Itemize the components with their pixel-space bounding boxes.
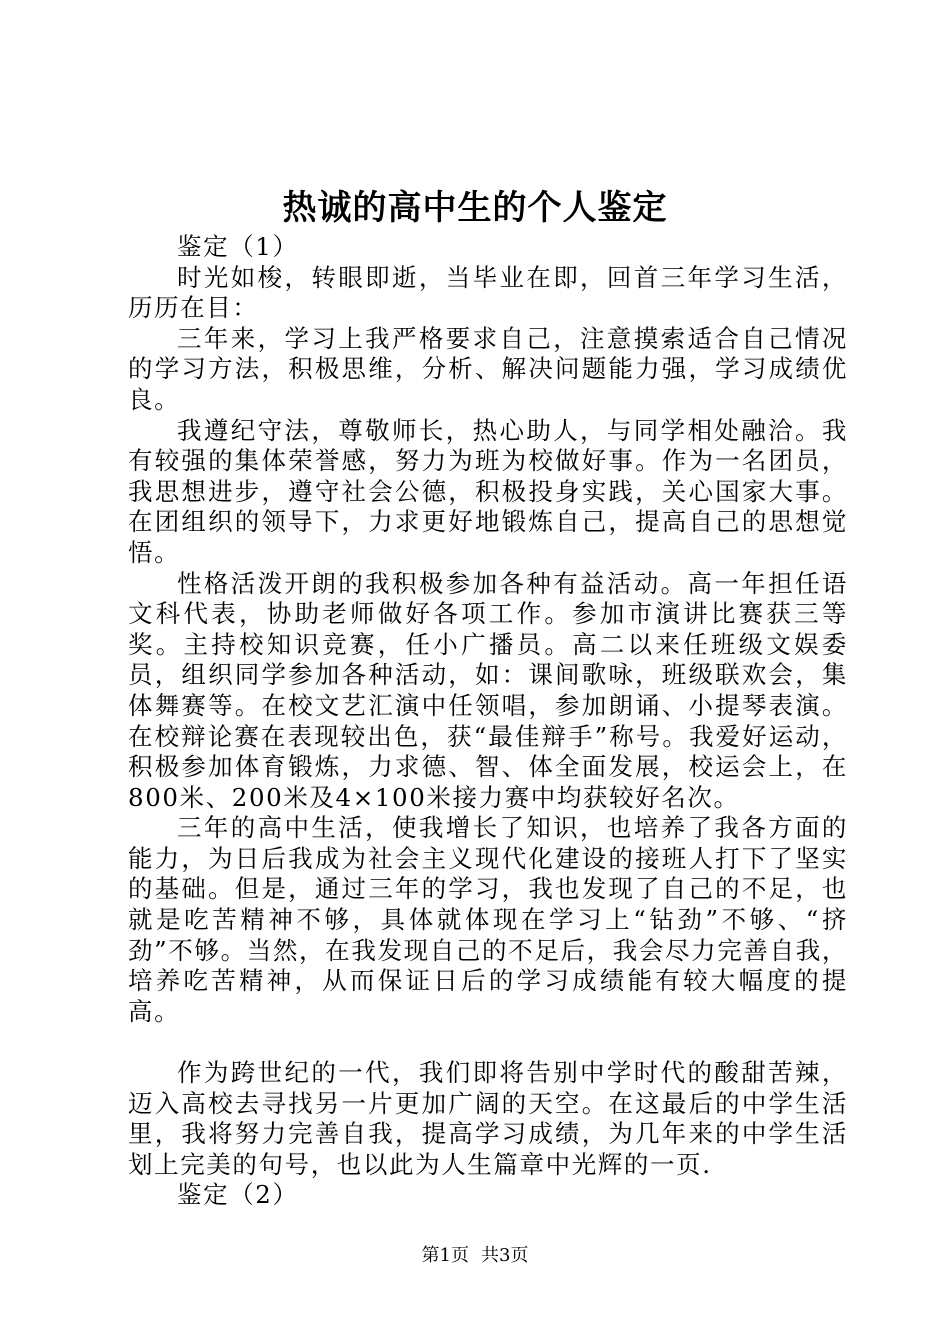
document-title: 热诚的高中生的个人鉴定 bbox=[282, 188, 668, 228]
paragraph: 三年来，学习上我严格要求自己，注意摸索适合自己情况的学习方法，积极思维，分析、解决问题能力强，学习成绩优良。 bbox=[128, 323, 848, 414]
paragraph: 作为跨世纪的一代，我们即将告别中学时代的酸甜苦辣，迈入高校去寻找另一片更加广阔的天空。在这最后的中学生活里，我将努力完善自我，提高学习成绩，为几年来的中学生活划上完美的句号，也以此为人生篇章中光辉的一页. bbox=[128, 1058, 848, 1179]
page-total: 共3页 bbox=[481, 1245, 529, 1266]
page-footer bbox=[0, 1244, 950, 1268]
section-heading-1: 鉴定（1） bbox=[177, 232, 299, 261]
paragraph: 三年的高中生活，使我增长了知识，也培养了我各方面的能力，为日后我成为社会主义现代化建设的接班人打下了坚实的基础。但是，通过三年的学习，我也发现了自己的不足，也就是吃苦精神不够，具体就体现在学习上“钻劲”不够、“挤劲”不够。当然，在我发现自己的不足后，我会尽力完善自我，培养吃苦精神，从而保证日后的学习成绩能有较大幅度的提高。 bbox=[128, 813, 848, 1026]
paragraph: 时光如梭，转眼即逝，当毕业在即，回首三年学习生活，历历在目： bbox=[128, 262, 848, 323]
page-number: 第1页 bbox=[421, 1245, 469, 1266]
paragraph: 我遵纪守法，尊敬师长，热心助人，与同学相处融洽。我有较强的集体荣誉感，努力为班为校做好事。作为一名团员，我思想进步，遵守社会公德，积极投身实践，关心国家大事。在团组织的领导下，力求更好地锻炼自己，提高自己的思想觉悟。 bbox=[128, 415, 848, 567]
section-heading-2: 鉴定（2） bbox=[177, 1180, 299, 1210]
document-body bbox=[128, 232, 848, 1211]
paragraph: 性格活泼开朗的我积极参加各种有益活动。高一年担任语文科代表，协助老师做好各项工作。参加市演讲比赛获三等奖。主持校知识竞赛，任小广播员。高二以来任班级文娱委员，组织同学参加各种活动，如：课间歌咏，班级联欢会，集体舞赛等。在校文艺汇演中任领唱，参加朗诵、小提琴表演。在校辩论赛在表现较出色，获“最佳辩手”称号。我爱好运动，积极参加体育锻炼，力求德、智、体全面发展，校运会上，在800米、200米及4×100米接力赛中均获较好名次。 bbox=[128, 568, 848, 812]
